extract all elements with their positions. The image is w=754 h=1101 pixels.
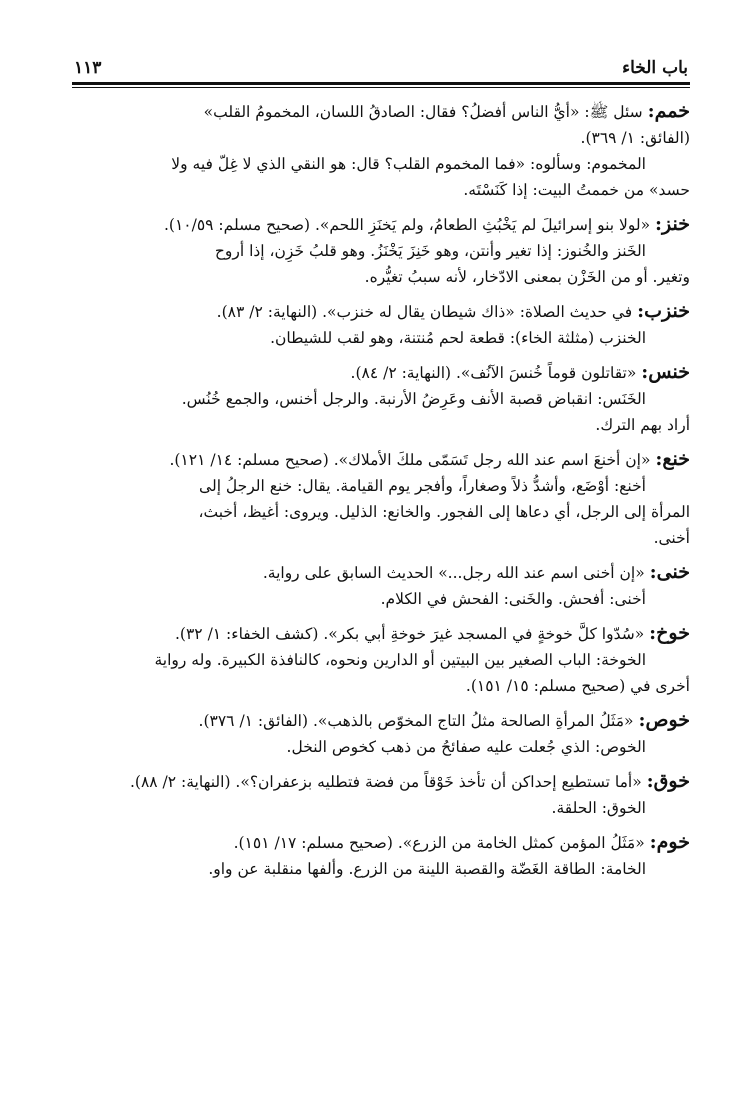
entry-text: الخوق: الحلقة. (551, 799, 646, 817)
entry-text: الخوخة: الباب الصغير بين البيتين أو الدارين ونحوه، كالنافذة الكبيرة. وله رواية (154, 651, 646, 669)
entry-line (72, 264, 690, 290)
dictionary-entry (72, 707, 690, 760)
entry-first-line (72, 98, 690, 125)
dictionary-entry (72, 620, 690, 699)
entry-text: وتغير. أو من الخَزْن بمعنى الادّخار، لأنه سببُ تغيُّره. (364, 268, 690, 286)
dictionary-entry (72, 559, 690, 612)
entry-line (72, 325, 690, 351)
entry-headword: خنع: (655, 448, 690, 470)
entry-text: المخموم: وسألوه: «فما المخموم القلب؟ قال: هو النقي الذي لا غِلّ فيه ولا (171, 155, 646, 173)
entry-line (72, 525, 690, 551)
entry-line (72, 238, 690, 264)
entry-headword: خنزب: (637, 300, 690, 322)
entry-line (72, 386, 690, 412)
dictionary-entry (72, 98, 690, 203)
entry-text: الخوص: الذي جُعلت عليه صفائحُ من ذهب كخوص النخل. (286, 738, 646, 756)
entry-first-line (72, 211, 690, 238)
entry-text: الخنزب (مثلثة الخاء): قطعة لحم مُنتنة، وهو لقب للشيطان. (270, 329, 646, 347)
entry-line (72, 673, 690, 699)
dictionary-entry (72, 211, 690, 290)
entry-line (72, 734, 690, 760)
entry-line (72, 151, 690, 177)
entry-text: «إن أخنعَ اسم عند الله رجل تَسَمّى ملكَ الأملاك». (صحيح مسلم: ١٤/ ١٢١). (169, 451, 651, 469)
entry-text: «تقاتلون قوماً خُنسَ الآنُف». (النهاية: ٢/ ٨٤). (350, 364, 637, 382)
entry-headword: خنى: (649, 561, 690, 583)
entry-text: الخَنَس: انقباض قصبة الأنف وعَرِضُ الأرنبة. والرجل أخنس، والجمع خُنُس. (181, 390, 646, 408)
entry-text: «أما تستطيع إحداكن أن تأخذ خَوْقاً من فضة فتطليه بزعفران؟». (النهاية: ٢/ ٨٨). (129, 773, 642, 791)
entry-line (72, 647, 690, 673)
entry-text: «إن أخنى اسم عند الله رجل...» الحديث السابق على رواية. (262, 564, 645, 582)
dictionary-entry (72, 359, 690, 438)
entry-headword: خنس: (641, 361, 690, 383)
entry-headword: خوص: (638, 709, 690, 731)
entry-first-line (72, 446, 690, 473)
entry-text: المرأة إلى الرجل، أي دعاها إلى الفجور. والخانع: الذليل. ويروى: أغيظ، أخبث، (198, 503, 690, 521)
entry-text: في حديث الصلاة: «ذاك شيطان يقال له خنزب». (النهاية: ٢/ ٨٣). (216, 303, 633, 321)
entry-first-line (72, 768, 690, 795)
entry-line (72, 412, 690, 438)
entry-text: حسد» من خممتُ البيت: إذا كَنَسْتَه. (463, 181, 690, 199)
entry-text: سئل ﷺ: «أيُّ الناس أفضلُ؟ فقال: الصادقُ اللسان، المخمومُ القلب» (203, 103, 643, 121)
entry-line (72, 473, 690, 499)
dictionary-entry (72, 446, 690, 551)
entry-text: (الفائق: ١/ ٣٦٩). (580, 129, 690, 147)
entry-line (72, 125, 690, 151)
entry-headword: خوخ: (649, 622, 690, 644)
entry-text: «سُدّوا كلَّ خوخةٍ في المسجد غيرَ خوخةِ أبي بكر». (كشف الخفاء: ١/ ٣٢). (175, 625, 645, 643)
dictionary-entry (72, 829, 690, 882)
dictionary-entry (72, 768, 690, 821)
entry-first-line (72, 559, 690, 586)
entry-headword: خمم: (647, 100, 690, 122)
entry-text: أخنى: أفحش. والخَنى: الفحش في الكلام. (380, 590, 646, 608)
entry-headword: خوم: (649, 831, 690, 853)
entry-text: «مَثَلُ المرأةِ الصالحة مثلُ التاج المخوّص بالذهب». (الفائق: ١/ ٣٧٦). (198, 712, 634, 730)
entry-text: «مَثَلُ المؤمن كمثل الخامة من الزرع». (صحيح مسلم: ١٧/ ١٥١). (233, 834, 645, 852)
header-rule-thick (72, 82, 690, 85)
dictionary-entries (72, 98, 690, 882)
entry-line (72, 499, 690, 525)
entry-line (72, 177, 690, 203)
entry-text: الخامة: الطاقة الغَضّة والقصبة اللينة من الزرع. وألفها منقلبة عن واو. (208, 860, 646, 878)
entry-first-line (72, 620, 690, 647)
entry-line (72, 586, 690, 612)
entry-text: أخنع: أوْضَع، وأشدُّ ذلاً وصغاراً، وأفجر يوم القيامة. يقال: خنع الرجلُ إلى (199, 477, 646, 495)
entry-text: «لولا بنو إسرائيلَ لم يَخْبُثِ الطعامُ، ولم يَخنَزِ اللحم». (صحيح مسلم: ١٠/٥٩). (163, 216, 651, 234)
entry-first-line (72, 829, 690, 856)
entry-line (72, 795, 690, 821)
entry-text: أخرى في (صحيح مسلم: ١٥/ ١٥١). (465, 677, 690, 695)
entry-first-line (72, 359, 690, 386)
entry-first-line (72, 707, 690, 734)
header-rule-thin (72, 87, 690, 88)
entry-first-line (72, 298, 690, 325)
entry-text: أخنى. (653, 529, 690, 547)
entry-headword: خوق: (646, 770, 690, 792)
entry-headword: خنز: (655, 213, 690, 235)
dictionary-entry (72, 298, 690, 351)
running-header (72, 58, 690, 82)
entry-line (72, 856, 690, 882)
entry-text: الخَنز والخُنوز: إذا تغير وأنتن، وهو خَنِزَ يَخْنَزُ. وهو قلبُ خَزِن، إذا أروح (214, 242, 646, 260)
page-number: ١١٣ (74, 58, 102, 78)
header-title: باب الخاء (622, 58, 688, 78)
entry-text: أراد بهم الترك. (595, 416, 690, 434)
